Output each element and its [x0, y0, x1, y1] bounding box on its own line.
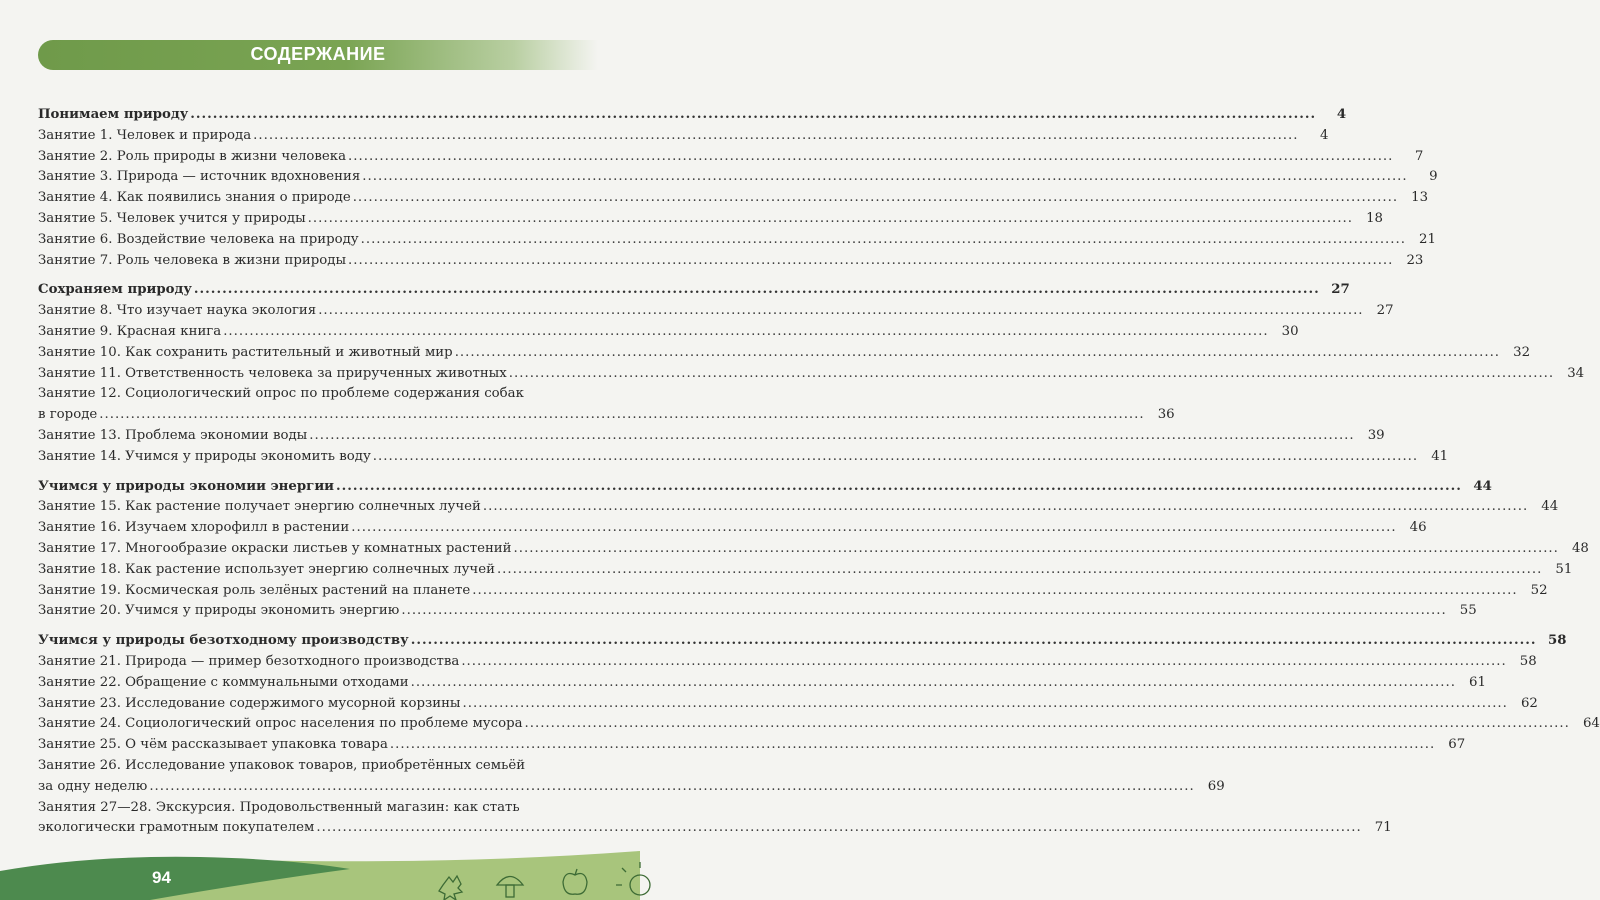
dot-leader: ........................................................................................................................................................................................................ — [99, 407, 1145, 423]
dot-leader: ........................................................................................................................................................................................................ — [410, 674, 1456, 690]
dot-leader: ........................................................................................................................................................................................................ — [462, 695, 1508, 711]
entry-page-number: 9 — [1429, 169, 1438, 185]
entry-page-number: 23 — [1406, 252, 1424, 268]
toc-entry[interactable] — [38, 127, 1329, 149]
toc-entry[interactable] — [38, 190, 1429, 211]
toc-entry[interactable] — [38, 603, 1477, 624]
toc-entry[interactable] — [38, 344, 1531, 366]
entry-page-number: 36 — [1157, 407, 1175, 423]
entry-title: Занятие 26. Исследование упаковок товаров, приобретённых семьёй — [38, 757, 526, 773]
entry-page-number: 55 — [1459, 603, 1477, 619]
entry-page-number: 62 — [1520, 695, 1538, 711]
toc-entry[interactable] — [38, 737, 1466, 758]
entry-title: Понимаем природу — [38, 107, 189, 122]
dot-leader: ........................................................................................................................................................................................................ — [461, 653, 1507, 669]
dot-leader: ........................................................................................................................................................................................................ — [351, 520, 1397, 536]
dot-leader: ........................................................................................................................................................................................................ — [190, 107, 1317, 122]
toc-entry[interactable] — [38, 561, 1573, 583]
section-heading[interactable] — [38, 282, 1350, 303]
entry-page-number: 27 — [1376, 303, 1394, 319]
toc-entry[interactable] — [38, 148, 1424, 170]
toc-entry[interactable] — [38, 674, 1486, 696]
entry-title: Занятия 27—28. Экскурсия. Продовольственный магазин: как стать — [38, 799, 520, 815]
entry-page-number: 64 — [1582, 716, 1600, 732]
toc-entry[interactable] — [38, 520, 1427, 541]
dot-leader: ........................................................................................................................................................................................................ — [348, 148, 1394, 164]
entry-page-number: 18 — [1366, 210, 1383, 226]
dot-leader: ........................................................................................................................................................................................................ — [348, 252, 1394, 268]
entry-title: Занятие 21. Природа — пример безотходного производства — [38, 653, 460, 669]
entry-title: Занятие 1. Человек и природа — [38, 127, 252, 143]
entry-page-number: 69 — [1207, 778, 1225, 794]
toc-entry[interactable] — [38, 695, 1538, 717]
entry-page-number: 34 — [1567, 365, 1585, 381]
table-of-contents — [38, 107, 1600, 850]
entry-title: Занятие 18. Как растение использует энергию солнечных лучей — [38, 561, 495, 577]
dot-leader: ........................................................................................................................................................................................................ — [524, 716, 1570, 732]
title-banner — [38, 40, 598, 70]
dot-leader: ........................................................................................................................................................................................................ — [316, 820, 1362, 836]
toc-entry[interactable] — [38, 820, 1392, 841]
entry-title: Занятие 24. Социологический опрос населения по проблеме мусора — [38, 716, 523, 732]
toc-entry[interactable] — [38, 448, 1449, 470]
toc-entry[interactable] — [38, 582, 1548, 604]
entry-page-number: 71 — [1374, 820, 1392, 836]
entry-title: за одну неделю — [38, 778, 148, 794]
toc-section — [38, 633, 1600, 841]
dot-leader: ........................................................................................................................................................................................................ — [372, 448, 1419, 464]
entry-title: Занятие 5. Человек учится у природы — [38, 210, 306, 226]
entry-title: Учимся у природы безотходному производству — [38, 633, 409, 649]
entry-title: Занятие 23. Исследование содержимого мусорной корзины — [38, 695, 461, 711]
entry-page-number: 4 — [1320, 127, 1329, 143]
entry-page-number: 44 — [1473, 478, 1492, 494]
entry-title: экологически грамотным покупателем — [38, 820, 315, 836]
dot-leader: ........................................................................................................................................................................................................ — [193, 282, 1320, 298]
toc-entry[interactable] — [38, 323, 1299, 345]
toc-entry[interactable] — [38, 778, 1225, 800]
toc-entry[interactable] — [38, 499, 1559, 520]
entry-title: Занятие 8. Что изучает наука экология — [38, 303, 317, 319]
entry-title: Занятие 9. Красная книга — [38, 323, 222, 339]
page-title: СОДЕРЖАНИЕ — [250, 44, 386, 64]
dot-leader: ........................................................................................................................................................................................................ — [223, 323, 1269, 339]
dot-leader: ........................................................................................................................................................................................................ — [410, 633, 1537, 649]
entry-title: Занятие 6. Воздействие человека на природу — [38, 231, 359, 247]
entry-page-number: 13 — [1411, 190, 1429, 206]
dot-leader: ........................................................................................................................................................................................................ — [362, 169, 1408, 185]
page-number: 94 — [152, 868, 171, 887]
section-heading[interactable] — [38, 107, 1347, 128]
toc-entry[interactable] — [38, 716, 1600, 737]
entry-title: Занятие 13. Проблема экономии воды — [38, 427, 308, 443]
entry-title: Занятие 4. Как появились знания о природе — [38, 190, 351, 206]
entry-title: Занятие 17. Многообразие окраски листьев у комнатных растений — [38, 540, 512, 556]
entry-title: Занятие 7. Роль человека в жизни природы — [38, 252, 347, 268]
toc-entry[interactable] — [38, 540, 1589, 562]
entry-page-number: 7 — [1414, 148, 1424, 164]
toc-entry[interactable] — [38, 407, 1175, 428]
section-heading[interactable] — [38, 478, 1492, 500]
toc-entry[interactable] — [38, 386, 600, 407]
entry-page-number: 27 — [1331, 282, 1350, 298]
dot-leader: ........................................................................................................................................................................................................ — [508, 365, 1555, 381]
toc-entry[interactable] — [38, 758, 600, 779]
footer-decoration — [0, 845, 640, 900]
entry-page-number: 58 — [1548, 633, 1567, 649]
entry-title: Занятие 11. Ответственность человека за прирученных животных — [38, 365, 507, 381]
entry-page-number: 30 — [1281, 323, 1299, 339]
dot-leader: ........................................................................................................................................................................................................ — [401, 603, 1447, 619]
dot-leader: ........................................................................................................................................................................................................ — [454, 344, 1501, 360]
dot-leader: ........................................................................................................................................................................................................ — [472, 582, 1518, 598]
dot-leader: ........................................................................................................................................................................................................ — [389, 737, 1436, 753]
dot-leader: ........................................................................................................................................................................................................ — [253, 127, 1299, 143]
entry-title: Занятие 20. Учимся у природы экономить энергию — [38, 603, 400, 619]
entry-page-number: 39 — [1367, 427, 1385, 443]
entry-title: Занятие 12. Социологический опрос по проблеме содержания собак — [38, 386, 524, 402]
toc-section — [38, 478, 1589, 625]
entry-title: Сохраняем природу — [38, 282, 192, 298]
entry-page-number: 32 — [1513, 344, 1531, 360]
entry-page-number: 67 — [1448, 737, 1466, 753]
entry-page-number: 46 — [1409, 520, 1427, 536]
entry-page-number: 41 — [1431, 448, 1449, 464]
dot-leader: ........................................................................................................................................................................................................ — [149, 778, 1195, 794]
dot-leader: ........................................................................................................................................................................................................ — [496, 561, 1543, 577]
entry-page-number: 4 — [1336, 107, 1347, 122]
dot-leader: ........................................................................................................................................................................................................ — [307, 210, 1353, 226]
toc-section — [38, 282, 1585, 469]
dot-leader: ........................................................................................................................................................................................................ — [309, 427, 1355, 443]
entry-title: Занятие 16. Изучаем хлорофилл в растении — [38, 520, 350, 536]
entry-title: Занятие 22. Обращение с коммунальными отходами — [38, 674, 409, 690]
dot-leader: ........................................................................................................................................................................................................ — [352, 190, 1399, 206]
toc-entry[interactable] — [38, 303, 1394, 324]
toc-entry[interactable] — [38, 169, 1438, 190]
toc-entry[interactable] — [38, 800, 600, 821]
toc-entry[interactable] — [38, 365, 1585, 387]
dot-leader: ........................................................................................................................................................................................................ — [336, 478, 1462, 494]
entry-page-number: 44 — [1541, 499, 1559, 515]
dot-leader: ........................................................................................................................................................................................................ — [513, 540, 1559, 556]
entry-title: Учимся у природы экономии энергии — [38, 478, 335, 494]
entry-page-number: 48 — [1571, 540, 1589, 556]
toc-entry[interactable] — [38, 252, 1424, 274]
dot-leader: ........................................................................................................................................................................................................ — [482, 499, 1529, 515]
entry-title: Занятие 15. Как растение получает энергию солнечных лучей — [38, 499, 481, 515]
dot-leader: ........................................................................................................................................................................................................ — [318, 303, 1364, 319]
toc-section — [38, 107, 1438, 273]
entry-page-number: 61 — [1469, 674, 1486, 690]
entry-title: в городе — [38, 407, 98, 423]
entry-title: Занятие 19. Космическая роль зелёных растений на планете — [38, 582, 471, 598]
toc-entry[interactable] — [38, 653, 1537, 675]
toc-entry[interactable] — [38, 231, 1436, 253]
entry-page-number: 51 — [1555, 561, 1573, 577]
entry-title: Занятие 3. Природа — источник вдохновения — [38, 169, 361, 185]
entry-title: Занятие 2. Роль природы в жизни человека — [38, 148, 347, 164]
entry-title: Занятие 14. Учимся у природы экономить воду — [38, 448, 371, 464]
entry-page-number: 21 — [1419, 231, 1436, 247]
entry-page-number: 58 — [1519, 653, 1537, 669]
toc-entry[interactable] — [38, 210, 1383, 232]
entry-page-number: 52 — [1530, 582, 1548, 598]
section-heading[interactable] — [38, 633, 1567, 654]
entry-title: Занятие 25. О чём рассказывает упаковка товара — [38, 737, 388, 753]
entry-title: Занятие 10. Как сохранить растительный и животный мир — [38, 344, 453, 360]
dot-leader: ........................................................................................................................................................................................................ — [360, 231, 1406, 247]
toc-entry[interactable] — [38, 427, 1385, 449]
